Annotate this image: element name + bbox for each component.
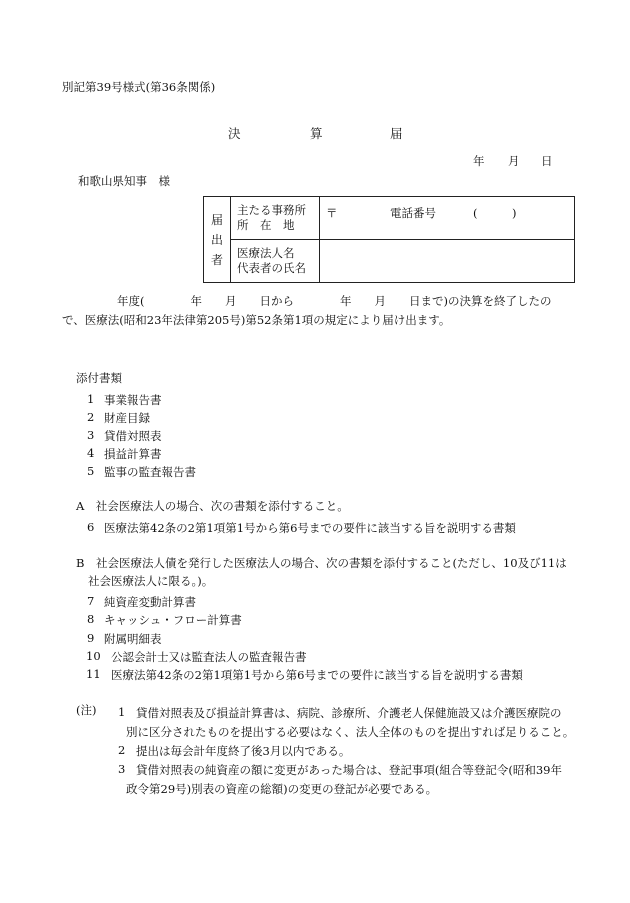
addressee: 和歌山県知事 様 [78,174,170,188]
declaration-line-2: で、医療法(昭和23年法律第205号)第52条第1項の規定により届け出ます。 [62,313,451,327]
phone-label: 電話番号 [390,206,436,220]
postal-mark: 〒 [326,206,338,220]
list-item-num: 5 [87,464,95,478]
list-item: キャッシュ・フロー計算書 [104,613,242,627]
note-line: 貸借対照表及び損益計算書は、病院、診療所、介護老人保健施設又は介護医療院の [136,706,562,720]
list-item-num: 8 [87,612,95,626]
attachments-heading: 添付書類 [76,371,122,385]
notes-label: (注) [76,703,97,717]
list-item: 医療法第42条の2第1項第1号から第6号までの要件に該当する旨を説明する書類 [111,668,523,682]
office-address-field[interactable] [320,197,575,240]
date-day: 日 [541,154,553,168]
list-item: 事業報告書 [104,393,162,407]
list-item-num: 10 [86,649,101,663]
list-item: 医療法第42条の2第1項第1号から第6号までの要件に該当する旨を説明する書類 [104,521,516,535]
list-item-num: 3 [87,428,95,442]
list-item: 貸借対照表 [104,429,162,443]
date-year: 年 [473,154,485,168]
declaration-line-1: 年度( 年 月 日から 年 月 日まで)の決算を終了したの [117,294,552,308]
note-line: 貸借対照表の純資産の額に変更があった場合は、登記事項(組合等登記令(昭和39年 [136,763,562,777]
list-item-num: 7 [87,594,95,608]
list-item-num: 4 [87,446,95,460]
list-item: 公認会計士又は監査法人の監査報告書 [111,650,307,664]
note-num: 3 [118,762,126,776]
applicant-table [203,196,575,283]
section-b-heading-line-2: 社会医療法人に限る。)。 [88,574,214,588]
form-number: 別記第39号様式(第36条関係) [62,80,216,94]
list-item: 財産目録 [104,411,150,425]
note-line: 政令第29号)別表の資産の総額)の変更の登記が必要である。 [126,782,438,796]
corporation-name-field[interactable] [320,240,575,283]
list-item-num: 11 [86,667,101,681]
note-line: 提出は毎会計年度終了後3月以内である。 [136,744,351,758]
corporation-name-label: 医療法人名 代表者の氏名 [231,240,320,283]
note-num: 2 [118,743,126,757]
list-item: 純資産変動計算書 [104,595,196,609]
section-a-heading: A 社会医療法人の場合、次の書類を添付すること。 [76,499,349,513]
note-line: 別に区分されたものを提出する必要はなく、法人全体のものを提出すれば足りること。 [126,725,575,739]
list-item: 監事の監査報告書 [104,465,196,479]
note-num: 1 [118,705,126,719]
list-item-num: 2 [87,410,95,424]
title-char-3: 届 [390,126,403,141]
list-item-num: 9 [87,631,95,645]
title-char-1: 決 [228,126,241,141]
section-b-heading-line-1: B 社会医療法人債を発行した医療法人の場合、次の書類を添付すること(ただし、10及び11は [76,556,567,570]
phone-paren: ( ) [473,206,517,220]
list-item: 損益計算書 [104,447,162,461]
applicant-side-label: 届 出 者 [204,197,231,283]
list-item: 附属明細表 [104,632,162,646]
list-item-num: 1 [87,392,95,406]
list-item-num: 6 [87,520,95,534]
office-address-label: 主たる事務所 所 在 地 [231,197,320,240]
title-char-2: 算 [310,126,323,141]
date-month: 月 [508,154,520,168]
